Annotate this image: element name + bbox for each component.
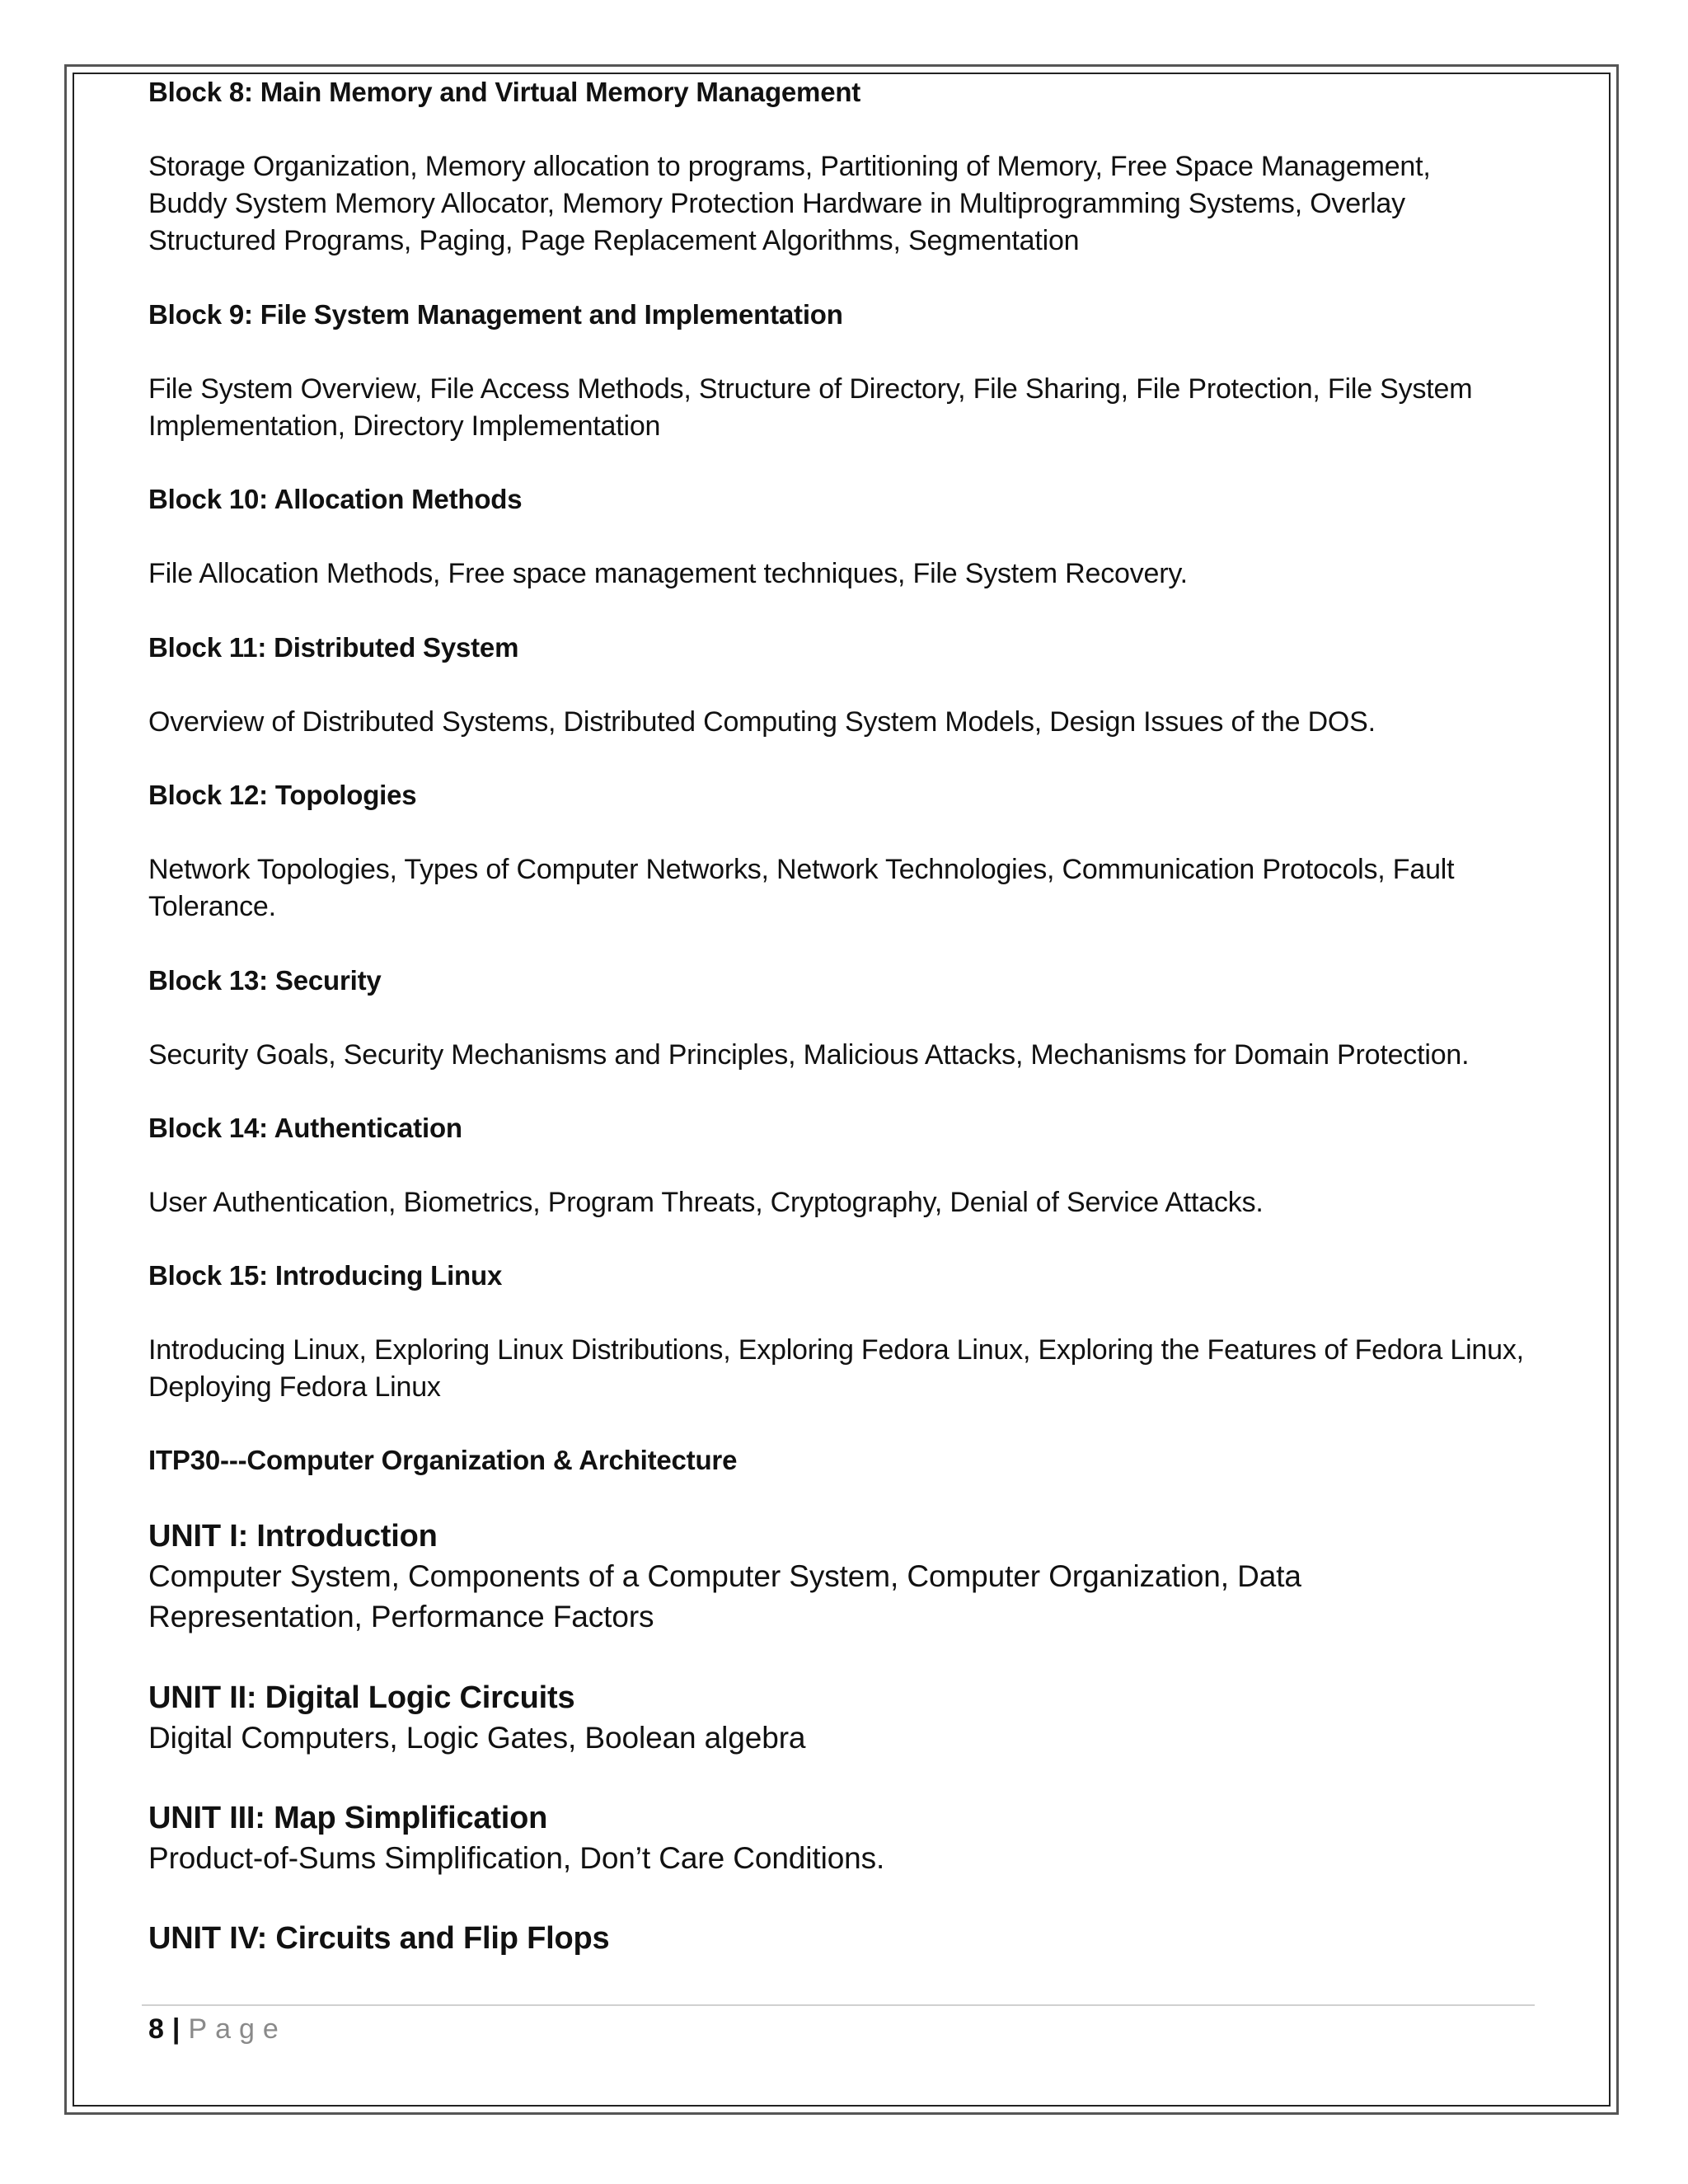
block-13-title: Block 13: Security [148,965,382,996]
block-15-desc-line-1: Introducing Linux, Exploring Linux Distributions, Exploring Fedora Linux, Exploring the Features of Fedora Linux, [148,1334,1524,1366]
page-label: Page [188,2013,287,2045]
unit-1-desc-line-2: Representation, Performance Factors [148,1600,654,1633]
unit-1-title: UNIT I: Introduction [148,1519,438,1554]
unit-3-title: UNIT III: Map Simplification [148,1801,548,1835]
block-8-desc-line-1: Storage Organization, Memory allocation to programs, Partitioning of Memory, Free Space Management, [148,151,1431,182]
block-10-desc-line-1: File Allocation Methods, Free space management techniques, File System Recovery. [148,558,1188,589]
unit-1-desc-line-1: Computer System, Components of a Computer System, Computer Organization, Data [148,1559,1301,1593]
block-11-desc-line-1: Overview of Distributed Systems, Distributed Computing System Models, Design Issues of the DOS. [148,706,1376,738]
block-8-desc-line-3: Structured Programs, Paging, Page Replacement Algorithms, Segmentation [148,225,1080,256]
unit-2-desc-line-1: Digital Computers, Logic Gates, Boolean algebra [148,1721,806,1755]
footer-separator: | [171,2013,181,2045]
page-number: 8 [148,2013,164,2045]
block-12-title: Block 12: Topologies [148,780,417,810]
block-12-desc-line-1: Network Topologies, Types of Computer Networks, Network Technologies, Communication Protocols, Fault [148,854,1455,885]
unit-2-title: UNIT II: Digital Logic Circuits [148,1680,575,1715]
block-12-desc-line-2: Tolerance. [148,891,276,922]
page-footer [148,2011,287,2047]
block-9-desc-line-1: File System Overview, File Access Methods, Structure of Directory, File Sharing, File Protection, File System [148,373,1473,405]
block-13-desc-line-1: Security Goals, Security Mechanisms and Principles, Malicious Attacks, Mechanisms for Domain Protection. [148,1039,1470,1071]
block-14-desc-line-1: User Authentication, Biometrics, Program Threats, Cryptography, Denial of Service Attacks. [148,1187,1264,1218]
footer-divider [142,2004,1535,2006]
block-8-desc-line-2: Buddy System Memory Allocator, Memory Protection Hardware in Multiprogramming Systems, Overlay [148,188,1405,219]
block-8-title: Block 8: Main Memory and Virtual Memory Management [148,77,861,107]
course-heading: ITP30---Computer Organization & Architecture [148,1445,738,1475]
block-11-title: Block 11: Distributed System [148,632,519,663]
block-10-title: Block 10: Allocation Methods [148,484,523,514]
block-9-desc-line-2: Implementation, Directory Implementation [148,410,661,442]
block-15-title: Block 15: Introducing Linux [148,1260,503,1291]
block-14-title: Block 14: Authentication [148,1113,462,1143]
block-9-title: Block 9: File System Management and Implementation [148,299,843,330]
unit-4-title: UNIT IV: Circuits and Flip Flops [148,1921,610,1956]
unit-3-desc-line-1: Product-of-Sums Simplification, Don’t Care Conditions. [148,1841,885,1875]
block-15-desc-line-2: Deploying Fedora Linux [148,1371,441,1403]
